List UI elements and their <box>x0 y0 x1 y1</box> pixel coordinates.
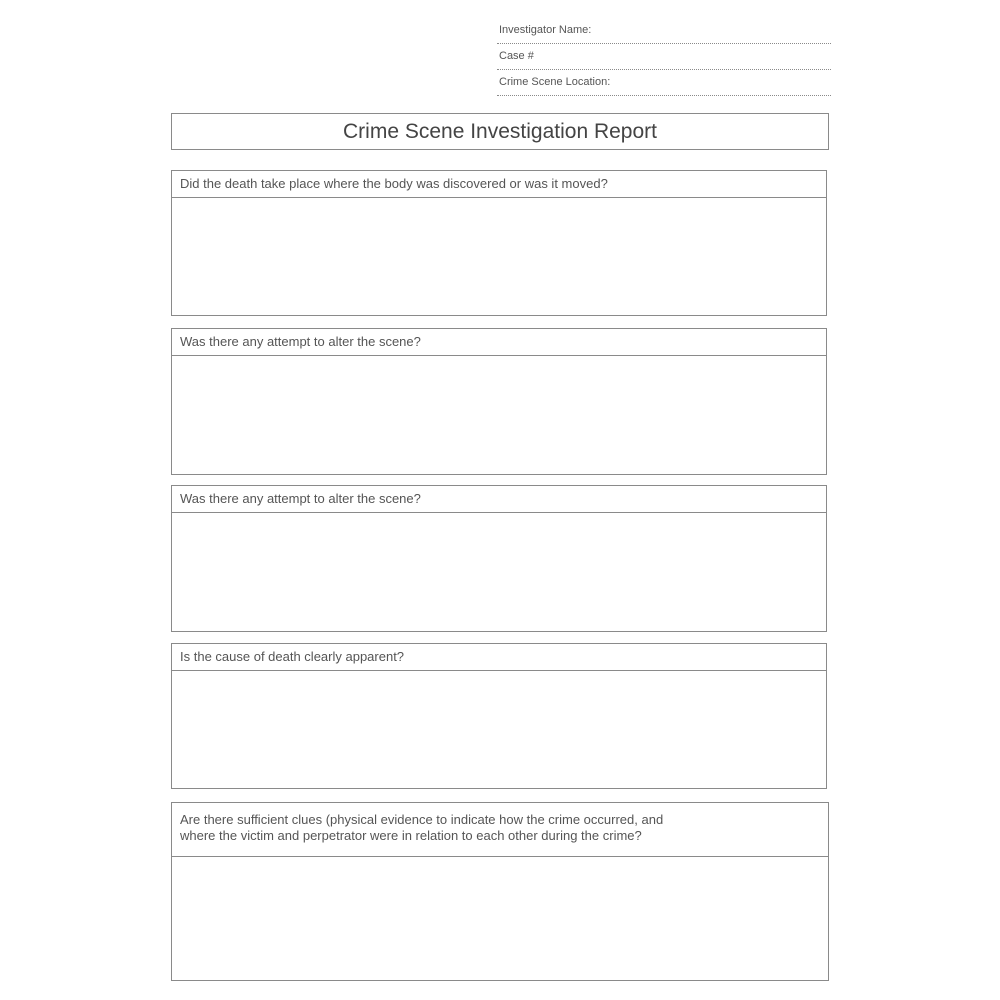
question-box-scene-altered-repeat <box>171 485 827 632</box>
header-fields <box>497 18 831 96</box>
case-number-label: Case # <box>499 50 534 62</box>
question-label: Was there any attempt to alter the scene? <box>172 329 826 356</box>
question-label-line: Are there sufficient clues (physical evidence to indicate how the crime occurred, and <box>180 812 664 827</box>
question-label: Is the cause of death clearly apparent? <box>172 644 826 671</box>
crime-scene-location-field[interactable] <box>497 70 831 96</box>
case-number-field[interactable] <box>497 44 831 70</box>
question-box-scene-altered <box>171 328 827 475</box>
investigator-name-label: Investigator Name: <box>499 24 592 36</box>
question-label: Did the death take place where the body was discovered or was it moved? <box>172 171 826 198</box>
report-title-box <box>171 113 829 150</box>
question-box-cause-of-death <box>171 643 827 789</box>
question-label <box>172 803 828 857</box>
question-box-body-location <box>171 170 827 316</box>
report-title: Crime Scene Investigation Report <box>343 119 657 143</box>
question-label: Was there any attempt to alter the scene? <box>172 486 826 513</box>
crime-scene-location-label: Crime Scene Location: <box>499 76 611 88</box>
investigator-name-field[interactable] <box>497 18 831 44</box>
question-box-sufficient-clues <box>171 802 829 981</box>
question-label-line: where the victim and perpetrator were in relation to each other during the crime? <box>180 828 642 843</box>
